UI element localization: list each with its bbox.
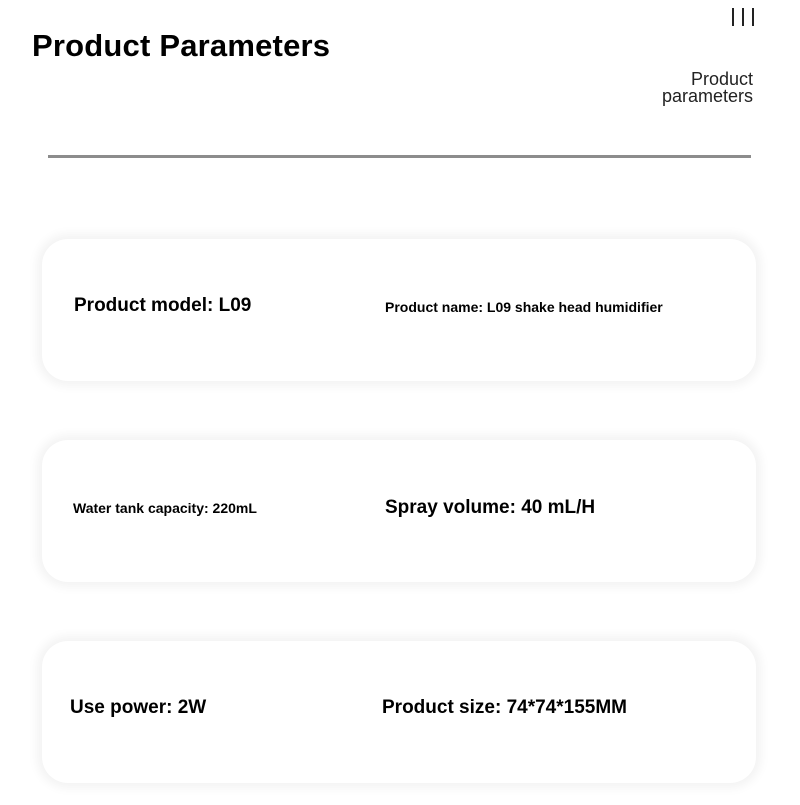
subtitle-line: Product [690, 69, 753, 89]
product-model: Product model: L09 [74, 295, 252, 316]
use-power: Use power: 2W [70, 697, 207, 718]
parameter-card [42, 641, 756, 783]
product-name: Product name: L09 shake head humidifier [385, 299, 663, 315]
section-subtitle [662, 71, 753, 105]
parameter-card [42, 440, 756, 582]
menu-bar [742, 8, 744, 26]
page-title: Product Parameters [32, 28, 331, 63]
menu-bar [732, 8, 734, 26]
water-tank-capacity: Water tank capacity: 220mL [73, 500, 257, 516]
spray-volume: Spray volume: 40 mL/H [385, 497, 596, 518]
header-divider [48, 155, 751, 158]
subtitle-line: parameters [661, 86, 753, 106]
menu-icon[interactable] [732, 8, 754, 26]
product-size: Product size: 74*74*155MM [382, 697, 627, 718]
parameter-card [42, 239, 756, 381]
menu-bar [752, 8, 754, 26]
